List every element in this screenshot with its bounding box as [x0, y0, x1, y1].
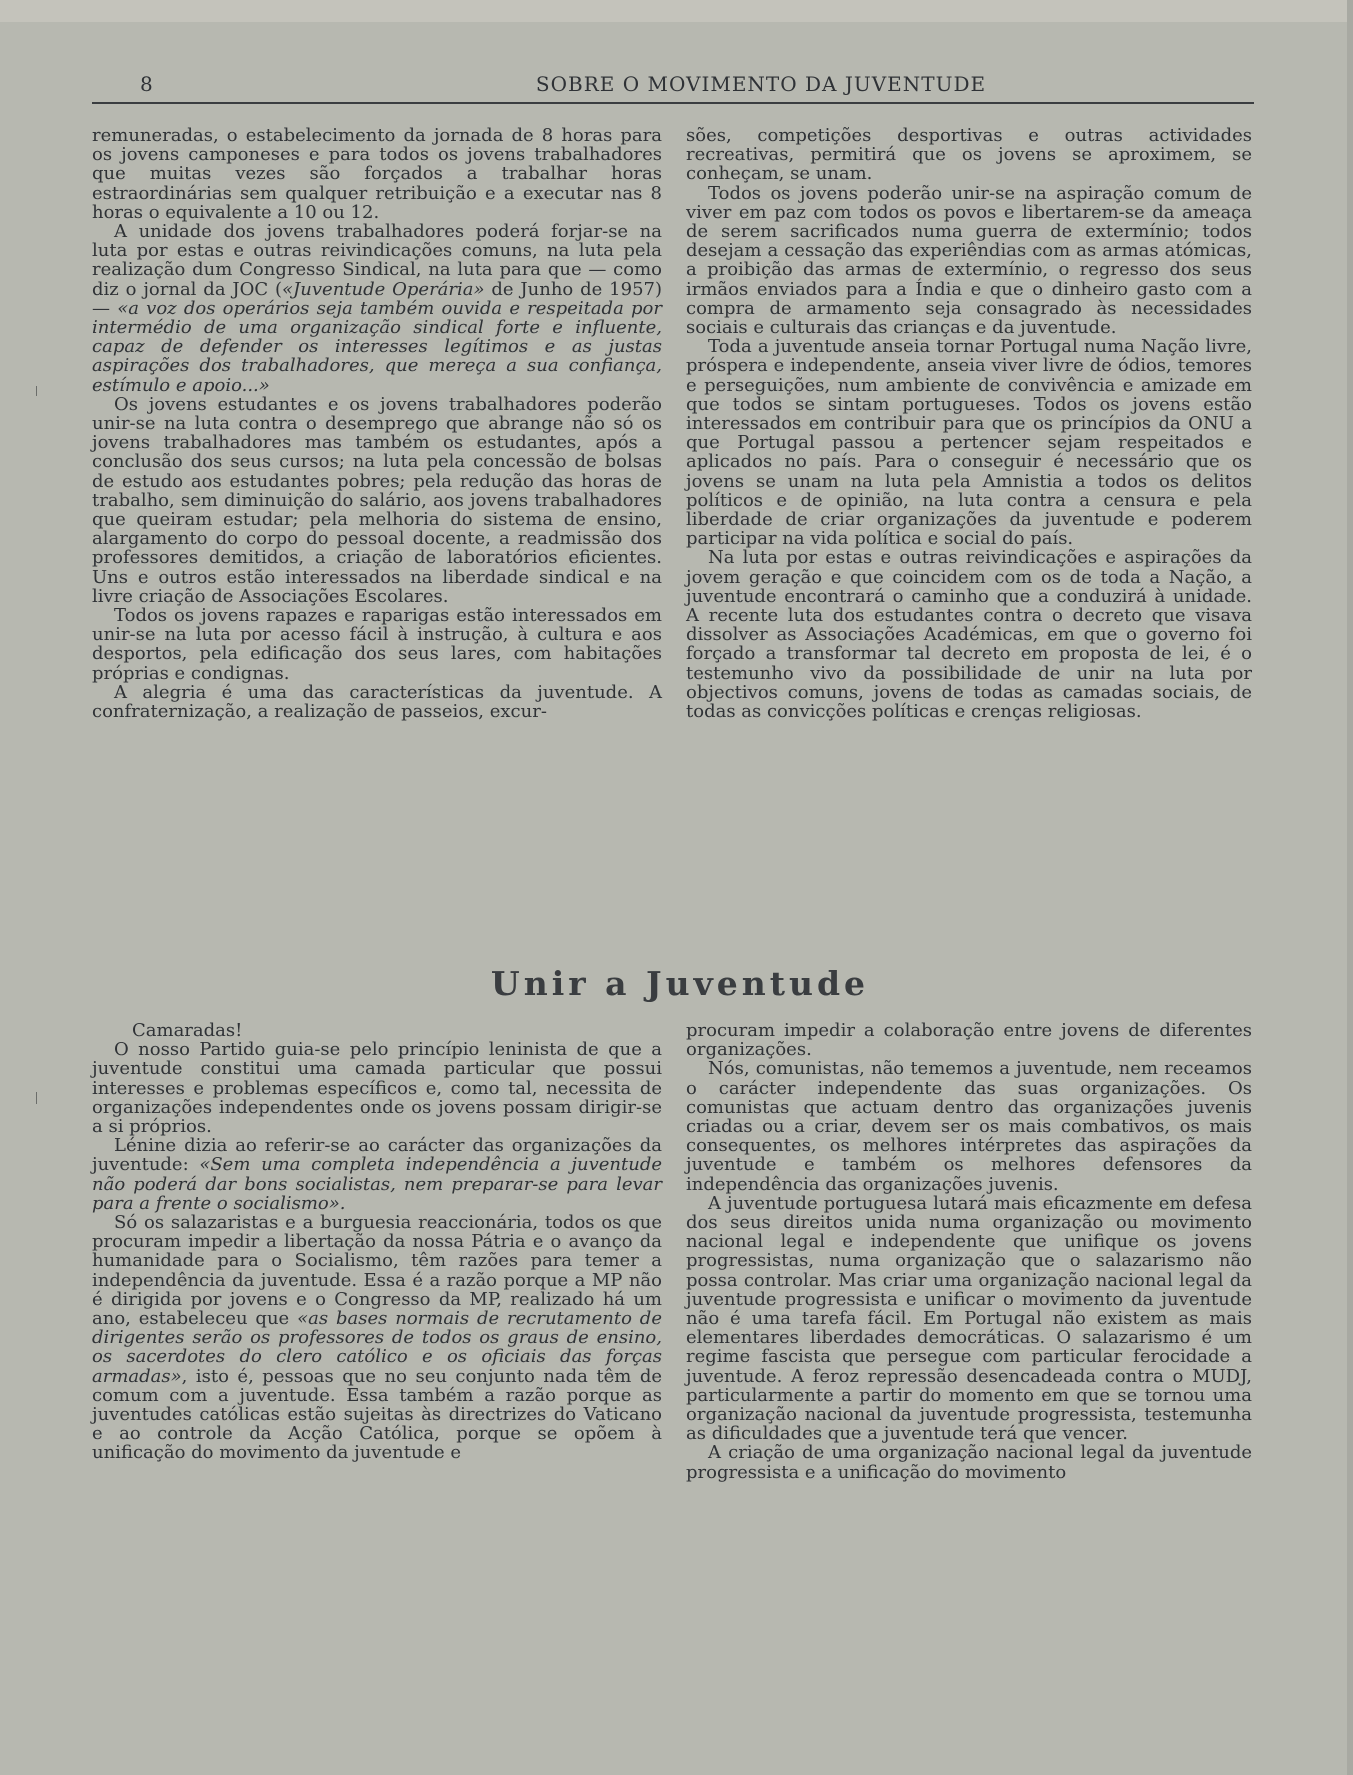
- quotation: «as bases normais de recrutamento de dirigentes serão os professores de todos os graus de ensino, os sacerdotes do clero católico e os oficiais das forças armadas»: [92, 1308, 662, 1387]
- paragraph: procuram impedir a colaboração entre jovens de diferentes organizações.: [686, 1020, 1252, 1061]
- paragraph: Na luta por estas e outras reivindicações e aspirações da jovem geração e que coincidem com os de toda a Nação, a juventude encontrará o caminho que a conduzirá à unidade. A recente luta dos estudantes contra o decreto que visava dissolver as Associações Académicas, em que o governo foi forçado a transformar tal decreto em proposta de lei, é o testemunho vivo da possibilidade de unir na luta por objectivos comuns, jovens de todas as camadas sociais, de todas as convicções políticas e crenças religiosas.: [686, 547, 1252, 723]
- paper-blemish: [36, 386, 37, 396]
- top-article-column-2: [686, 126, 1252, 721]
- paragraph: O nosso Partido guia-se pelo princípio leninista de que a juventude constitui uma camada particular que possui interesses e problemas específicos e, como tal, necessita de organizações independentes onde os jovens possam dirigir-se a si próprios.: [92, 1039, 662, 1138]
- running-title: SOBRE O MOVIMENTO DA JUVENTUDE: [535, 72, 987, 96]
- bottom-article-column-1: [92, 1021, 662, 1463]
- source-date: de Junho de 1957) —: [92, 278, 662, 319]
- paragraph: Todos os jovens rapazes e raparigas estão interessados em unir-se na luta por acesso fácil à instrução, à cultura e aos desportos, pela edificação dos seus lares, com habitações próprias e condignas.: [92, 605, 662, 684]
- source-title: «Juventude Operária»: [282, 278, 485, 300]
- paragraph-text: Só os salazaristas e a burguesia reaccionária, todos os que procuram impedir a libertação da nossa Pátria e o avanço da humanidade para o Socialismo, têm razões para temer a independência da juventude. Essa é a razão porque a MP não é dirigida por jovens e o Congresso da MP, realizado há um ano, estabeleceu que: [92, 1212, 662, 1330]
- paragraph: remuneradas, o estabelecimento da jornada de 8 horas para os jovens camponeses e para todos os jovens trabalhadores que muitas vezes são forçados a trabalhar horas estraordinárias sem qualquer retribuição e a executar nas 8 horas o equivalente a 10 ou 12.: [92, 125, 662, 223]
- paragraph: A criação de uma organização nacional legal da juventude progressista e a unificação do movimento: [686, 1442, 1252, 1483]
- paragraph: [92, 1213, 662, 1463]
- paragraph-text: Lénine dizia ao referir-se ao carácter das organizações da juventude:: [92, 1135, 662, 1176]
- paragraph: A alegria é uma das características da juventude. A confraternização, a realização de passeios, excur-: [92, 681, 662, 723]
- paragraph-text: , isto é, pessoas que no seu conjunto nada têm de comum com a juventude. Essa também a razão porque as juventudes católicas estão sujeitas às directrizes do Vaticano e ao controle da Acção Católica, porque se opõem à unificação do movimento da juventude e: [92, 1365, 662, 1464]
- header-rule: [92, 102, 1254, 104]
- top-article-column-1: [92, 126, 662, 721]
- quotation: «Sem uma completa independência a juventude não poderá dar bons socialistas, nem preparar-se para levar para a frente o socialismo».: [92, 1154, 662, 1214]
- paragraph: A juventude portuguesa lutará mais eficazmente em defesa dos seus direitos unida numa organização ou movimento nacional legal e independente que unifique os jovens progressistas, numa organização que o salazarismo não possa controlar. Mas criar uma organização nacional legal da juventude progressista e unificar o movimento da juventude não é uma tarefa fácil. Em Portugal não existem as mais elementares liberdades democráticas. O salazarismo é um regime fascista que persegue com particular ferocidade a juventude. A feroz repressão desencadeada contra o MUDJ, particularmente a partir do momento em que se tornou uma organização nacional da juventude progressista, testemunha as dificuldades que a juventude terá que vencer.: [686, 1192, 1252, 1445]
- paragraph-text: A unidade dos jovens trabalhadores poderá forjar-se na luta por estas e outras reivindicações comuns, na luta pela realização dum Congresso Sindical, na luta para que — como diz o jornal da JOC (: [92, 221, 662, 300]
- paragraph: Toda a juventude anseia tornar Portugal numa Nação livre, próspera e independente, anseia viver livre de ódios, temores e perseguições, num ambiente de convivência e amizade em que todos se sintam portugueses. Todos os jovens estão interessados em contribuir para que os princípios da ONU a que Portugal passou a pertencer sejam respeitados e aplicados no país. Para o conseguir é necessário que os jovens se unam na luta pela Amnistia a todos os delitos políticos e de opinião, na luta contra a censura e pela liberdade de criar organizações da juventude e poderem participar na vida política e social do país.: [686, 336, 1252, 550]
- salutation: Camaradas!: [132, 1020, 243, 1041]
- paper-top-edge: [0, 0, 1353, 22]
- bottom-article-column-2: [686, 1021, 1252, 1482]
- paragraph: [92, 1136, 662, 1213]
- section-headline: Unir a Juventude: [490, 964, 870, 1003]
- page-number: 8: [140, 72, 153, 96]
- quotation: «a voz dos operários seja também ouvida e respeitada por intermédio de uma organização sindical forte e influente, capaz de defender os interesses legítimos e as justas aspirações dos trabalhadores, que mereça a sua confiança, estímulo e apoio...»: [92, 297, 662, 396]
- paragraph: Todos os jovens poderão unir-se na aspiração comum de viver em paz com todos os povos e libertarem-se da ameaça de serem sacrificados numa guerra de extermínio; todos desejam a cessação das experiêndias com as armas atómicas, a proibição das armas de extermínio, o regresso dos seus irmãos enviados para a Índia e que o dinheiro gasto com a compra de armamento seja consagrado às necessidades sociais e culturais das crianças e da juventude.: [686, 182, 1252, 339]
- paragraph: Os jovens estudantes e os jovens trabalhadores poderão unir-se na luta contra o desemprego que abrange não só os jovens trabalhadores mas também os estudantes, após a conclusão dos seus cursos; na luta pela concessão de bolsas de estudo aos estudantes pobres; pela redução das horas de trabalho, sem diminuição do salário, aos jovens trabalhadores que queiram estudar; pela melhoria do sistema de ensino, alargamento do corpo do pessoal docente, a readmissão dos professores demitidos, a criação de laboratórios eficientes. Uns e outros estão interessados na liberdade sindical e na livre criação de Associações Escolares.: [92, 393, 662, 607]
- paper-right-edge: [1347, 0, 1353, 1775]
- paragraph: sões, competições desportivas e outras actividades recreativas, permitirá que os jovens se aproximem, se conheçam, se unam.: [686, 125, 1252, 185]
- paragraph: [92, 222, 662, 395]
- paper-blemish: [36, 1092, 37, 1104]
- paragraph: Nós, comunistas, não tememos a juventude, nem receamos o carácter independente das suas organizações. Os comunistas que actuam dentro das organizações juvenis criadas ou a criar, devem ser os mais combativos, os mais consequentes, os melhores intérpretes das aspirações da juventude e também os melhores defensores da independência das organizações juvenis.: [686, 1058, 1252, 1195]
